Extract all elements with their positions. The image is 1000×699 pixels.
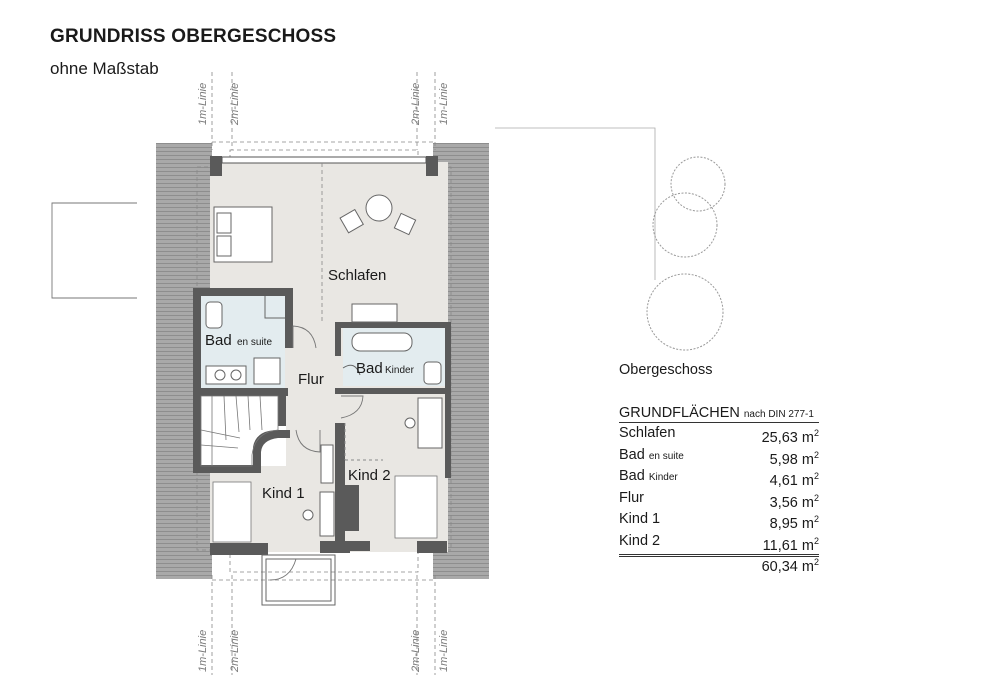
- label-1m-bottom-right: 1m-Linie: [438, 629, 450, 672]
- legend-row-value: 11,61: [762, 537, 798, 554]
- legend-row-name: Flur: [619, 489, 644, 506]
- legend-row-name: Bad: [619, 468, 645, 484]
- legend-row-value: 4,61: [769, 472, 798, 489]
- room-bad-kinder: Bad: [356, 360, 383, 377]
- table: [366, 195, 392, 221]
- legend-row-value: 8,95: [769, 515, 798, 532]
- dresser: [352, 304, 397, 322]
- legend-row: Bad en suite 5,98 $m^2$: [619, 446, 819, 468]
- page-title: GRUNDRISS OBERGESCHOSS: [50, 26, 337, 47]
- legend-row-sub: en suite: [648, 450, 684, 462]
- legend-total-value: 60,34: [761, 558, 798, 575]
- page-subtitle: ohne Maßstab: [50, 59, 159, 78]
- room-bad-kinder-sub: Kinder: [385, 365, 414, 376]
- legend-row: Schlafen 25,63 $m^2$: [619, 425, 819, 446]
- legend-row-name: Kind 2: [619, 532, 661, 549]
- label-2m-top-left: 2m-Linie: [229, 82, 241, 125]
- tree-icon: [647, 157, 725, 350]
- label-2m-bottom-left: 2m-Linie: [229, 629, 241, 672]
- context-line: [495, 128, 655, 280]
- room-flur: Flur: [298, 371, 324, 388]
- legend-heading: [619, 405, 819, 423]
- legend-row: Kind 2 11,61 $m^2$: [619, 532, 819, 554]
- label-2m-top-right: 2m-Linie: [410, 82, 422, 125]
- legend-row-name: Bad: [619, 446, 645, 463]
- legend-row: Bad Kinder 4,61 $m^2$: [619, 468, 819, 489]
- label-1m-top-right: 1m-Linie: [438, 82, 450, 125]
- label-1m-top-left: 1m-Linie: [197, 82, 209, 125]
- room-schlafen: Schlafen: [328, 267, 387, 284]
- kind2-bed: [395, 476, 437, 538]
- legend-row: Flur 3,56 $m^2$: [619, 489, 819, 511]
- legend-heading-text: GRUNDFLÄCHEN: [619, 405, 740, 421]
- room-bad-en-suite-sub: en suite: [237, 337, 273, 348]
- label-2m-bottom-right: 2m-Linie: [410, 629, 422, 672]
- area-legend: [619, 362, 819, 575]
- legend-rows: [619, 423, 819, 552]
- legend-floor-name: Obergeschoss: [619, 362, 713, 378]
- room-kind1: Kind 1: [262, 485, 305, 502]
- legend-row: Kind 1 8,95 $m^2$: [619, 511, 819, 532]
- room-kind2: Kind 2: [348, 467, 391, 484]
- legend-row-name: Kind 1: [619, 511, 661, 527]
- legend-row-value: 5,98: [769, 451, 798, 468]
- legend-row-value: 25,63: [761, 429, 798, 446]
- kind1-bed: [213, 482, 251, 542]
- legend-row-value: 3,56: [769, 494, 798, 511]
- label-1m-bottom-left: 1m-Linie: [197, 629, 209, 672]
- legend-heading-note: nach DIN 277-1: [743, 409, 814, 420]
- legend-row-name: Schlafen: [619, 425, 676, 441]
- double-bed: [214, 207, 272, 262]
- legend-total: 60,34 $m^2$: [619, 554, 819, 575]
- legend-row-sub: Kinder: [648, 472, 678, 483]
- room-bad-en-suite: Bad: [205, 332, 232, 349]
- elevation-bracket: [52, 203, 137, 298]
